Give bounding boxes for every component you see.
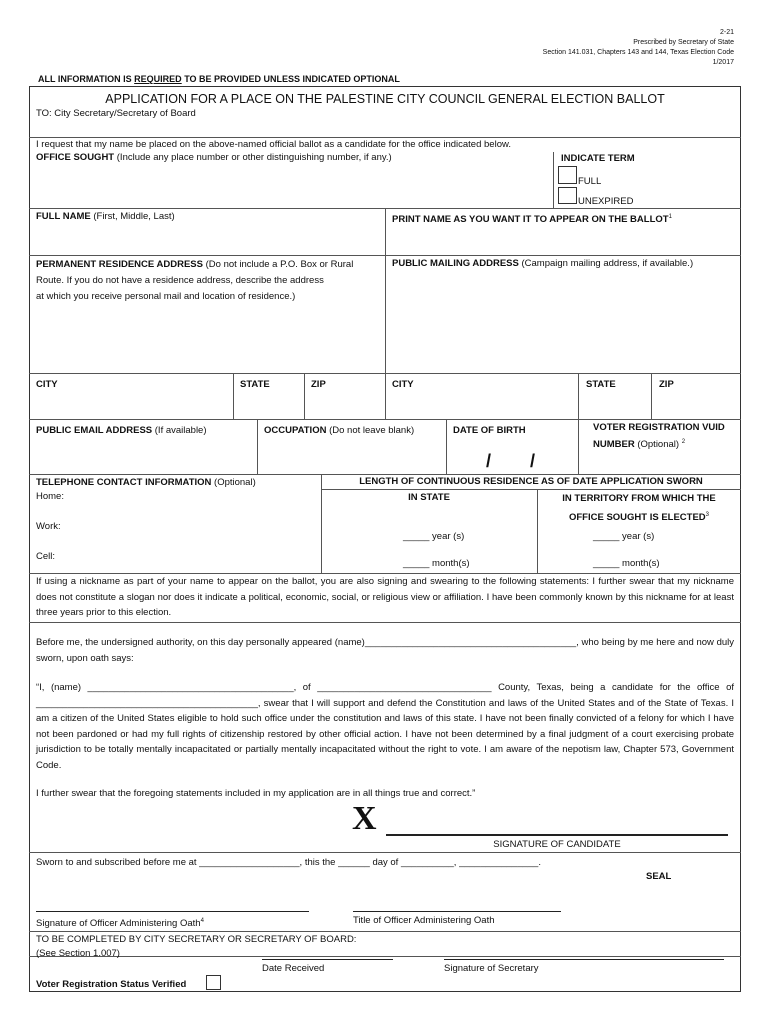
prescribed-text: Prescribed by Secretary of State [633, 39, 734, 46]
date-received-label: Date Received [262, 963, 325, 974]
officer-title-label: Title of Officer Administering Oath [353, 915, 495, 926]
indicate-term-label: INDICATE TERM [561, 153, 635, 164]
territory-label: IN TERRITORY FROM WHICH THE OFFICE SOUGHT IS ELECTED$^3$ [562, 493, 716, 524]
date-received-line[interactable] [262, 959, 393, 960]
voter-verified-label: Voter Registration Status Verified [36, 979, 187, 990]
mailing-address-label: PUBLIC MAILING ADDRESS (Campaign mailing address, if available.) [392, 258, 694, 269]
vuid-label: VOTER REGISTRATION VUID NUMBER (Optional) $^2$ [593, 422, 725, 451]
in-state-label: IN STATE [408, 492, 450, 503]
occupation-label: OCCUPATION (Do not leave blank) [264, 425, 415, 436]
required-notice: ALL INFORMATION IS REQUIRED TO BE PROVIDED UNLESS INDICATED OPTIONAL [38, 74, 400, 84]
form-title: APPLICATION FOR A PLACE ON THE PALESTINE CITY COUNCIL GENERAL ELECTION BALLOT [105, 92, 665, 106]
secretary-section-ref: (See Section 1.007) [36, 948, 120, 959]
residence-state-label: STATE [240, 379, 270, 390]
territory-months-field[interactable]: _____ month(s) [593, 558, 660, 569]
rule [446, 419, 447, 474]
state-months-field[interactable]: _____ month(s) [403, 558, 470, 569]
territory-years-field[interactable]: _____ year (s) [593, 531, 655, 542]
full-term-checkbox[interactable] [558, 166, 577, 184]
rule [321, 489, 741, 490]
rule [29, 622, 741, 623]
home-phone-label: Home: [36, 491, 64, 502]
secretary-signature-line[interactable] [444, 959, 724, 960]
oath-intro: Before me, the undersigned authority, on this day personally appeared (name)________________________________________, who being by me here and now duly sworn, upon oath says: [36, 637, 734, 664]
seal-label: SEAL [646, 871, 672, 882]
rule [651, 373, 652, 419]
secretary-signature-label: Signature of Secretary [444, 963, 539, 974]
rule [385, 208, 386, 419]
officer-signature-line[interactable] [36, 911, 309, 912]
telephone-label: TELEPHONE CONTACT INFORMATION (Optional) [36, 477, 256, 488]
mailing-state-label: STATE [586, 379, 616, 390]
oath-body: “I, (name) _______________________________________, of _________________________________ County, Texas, being a candidate for the office of __________________________________________, swear that I will support and defend the Constitution and laws of the United States and of the State of Texas. I am a citizen of the United States eligible to hold such office under the constitution and laws of this state. I have not been finally convicted of a felony for which I have not been pardoned or had my full rights of citizenship restored by other official action. I have not been determined by a final judgment of a court exercising probate jurisdiction to be totally mentally incapacitated or partially mentally incapacitated without the right to vote. I am aware of the nepotism law, Chapter 573, Government Code. [36, 682, 734, 771]
rule [304, 373, 305, 419]
signature-x-mark: X [352, 800, 377, 837]
print-name-label: PRINT NAME AS YOU WANT IT TO APPEAR ON THE BALLOT$^1$ [392, 214, 672, 226]
voter-verified-checkbox[interactable] [206, 975, 221, 990]
officer-signature-label: Signature of Officer Administering Oath$^4$ [36, 918, 204, 930]
residence-address-label: PERMANENT RESIDENCE ADDRESS (Do not include a P.O. Box or Rural Route. If you do not have a residence address, describe the address at which you receive personal mail and location of residence.) [36, 259, 354, 302]
form-header [543, 28, 734, 68]
nickname-statement: If using a nickname as part of your name to appear on the ballot, you are also signing and swearing to the following statements: I further swear that my nickname does not constitute a slogan nor does it indicate a political, economic, social, or religious view or affiliation. I have been commonly known by this nickname for at least three years prior to this election. [36, 576, 734, 618]
unexpired-term-checkbox[interactable] [558, 187, 577, 204]
residence-length-heading: LENGTH OF CONTINUOUS RESIDENCE AS OF DATE APPLICATION SWORN [359, 476, 703, 487]
sworn-statement: Sworn to and subscribed before me at ___________________, this the ______ day of __________, _______________. [36, 857, 541, 868]
dob-slash-2: / [530, 451, 536, 471]
rule [578, 373, 579, 474]
unexpired-term-label: UNEXPIRED [578, 196, 634, 207]
rule [233, 373, 234, 419]
rule [257, 419, 258, 474]
mailing-zip-label: ZIP [659, 379, 674, 390]
state-years-field[interactable]: _____ year (s) [403, 531, 465, 542]
form-number: 2-21 [719, 29, 734, 36]
rule [29, 852, 741, 853]
section-text: Section 141.031, Chapters 143 and 144, Texas Election Code [542, 49, 734, 56]
dob-slash-1: / [486, 451, 492, 471]
full-name-label: FULL NAME (First, Middle, Last) [36, 211, 175, 222]
rule [553, 152, 554, 208]
further-swear: I further swear that the foregoing statements included in my application are in all things true and correct.” [36, 788, 476, 799]
request-text: I request that my name be placed on the above-named official ballot as a candidate for the office indicated below. [36, 139, 511, 150]
dob-label: DATE OF BIRTH [453, 425, 526, 436]
officer-title-line[interactable] [353, 911, 561, 912]
form-date: 1/2017 [712, 59, 734, 66]
office-sought-label: OFFICE SOUGHT (Include any place number or other distinguishing number, if any.) [36, 152, 392, 163]
residence-city-label: CITY [36, 379, 58, 390]
mailing-city-label: CITY [392, 379, 414, 390]
candidate-signature-label: SIGNATURE OF CANDIDATE [493, 839, 621, 850]
rule [29, 956, 741, 957]
cell-phone-label: Cell: [36, 551, 56, 562]
to-line: TO: City Secretary/Secretary of Board [36, 108, 196, 119]
work-phone-label: Work: [36, 521, 61, 532]
secretary-section-heading: TO BE COMPLETED BY CITY SECRETARY OR SECRETARY OF BOARD: [36, 934, 357, 945]
full-term-label: FULL [578, 176, 602, 187]
email-label: PUBLIC EMAIL ADDRESS (If available) [36, 425, 207, 436]
candidate-signature-line[interactable] [386, 834, 728, 836]
residence-zip-label: ZIP [311, 379, 326, 390]
rule [29, 419, 741, 420]
